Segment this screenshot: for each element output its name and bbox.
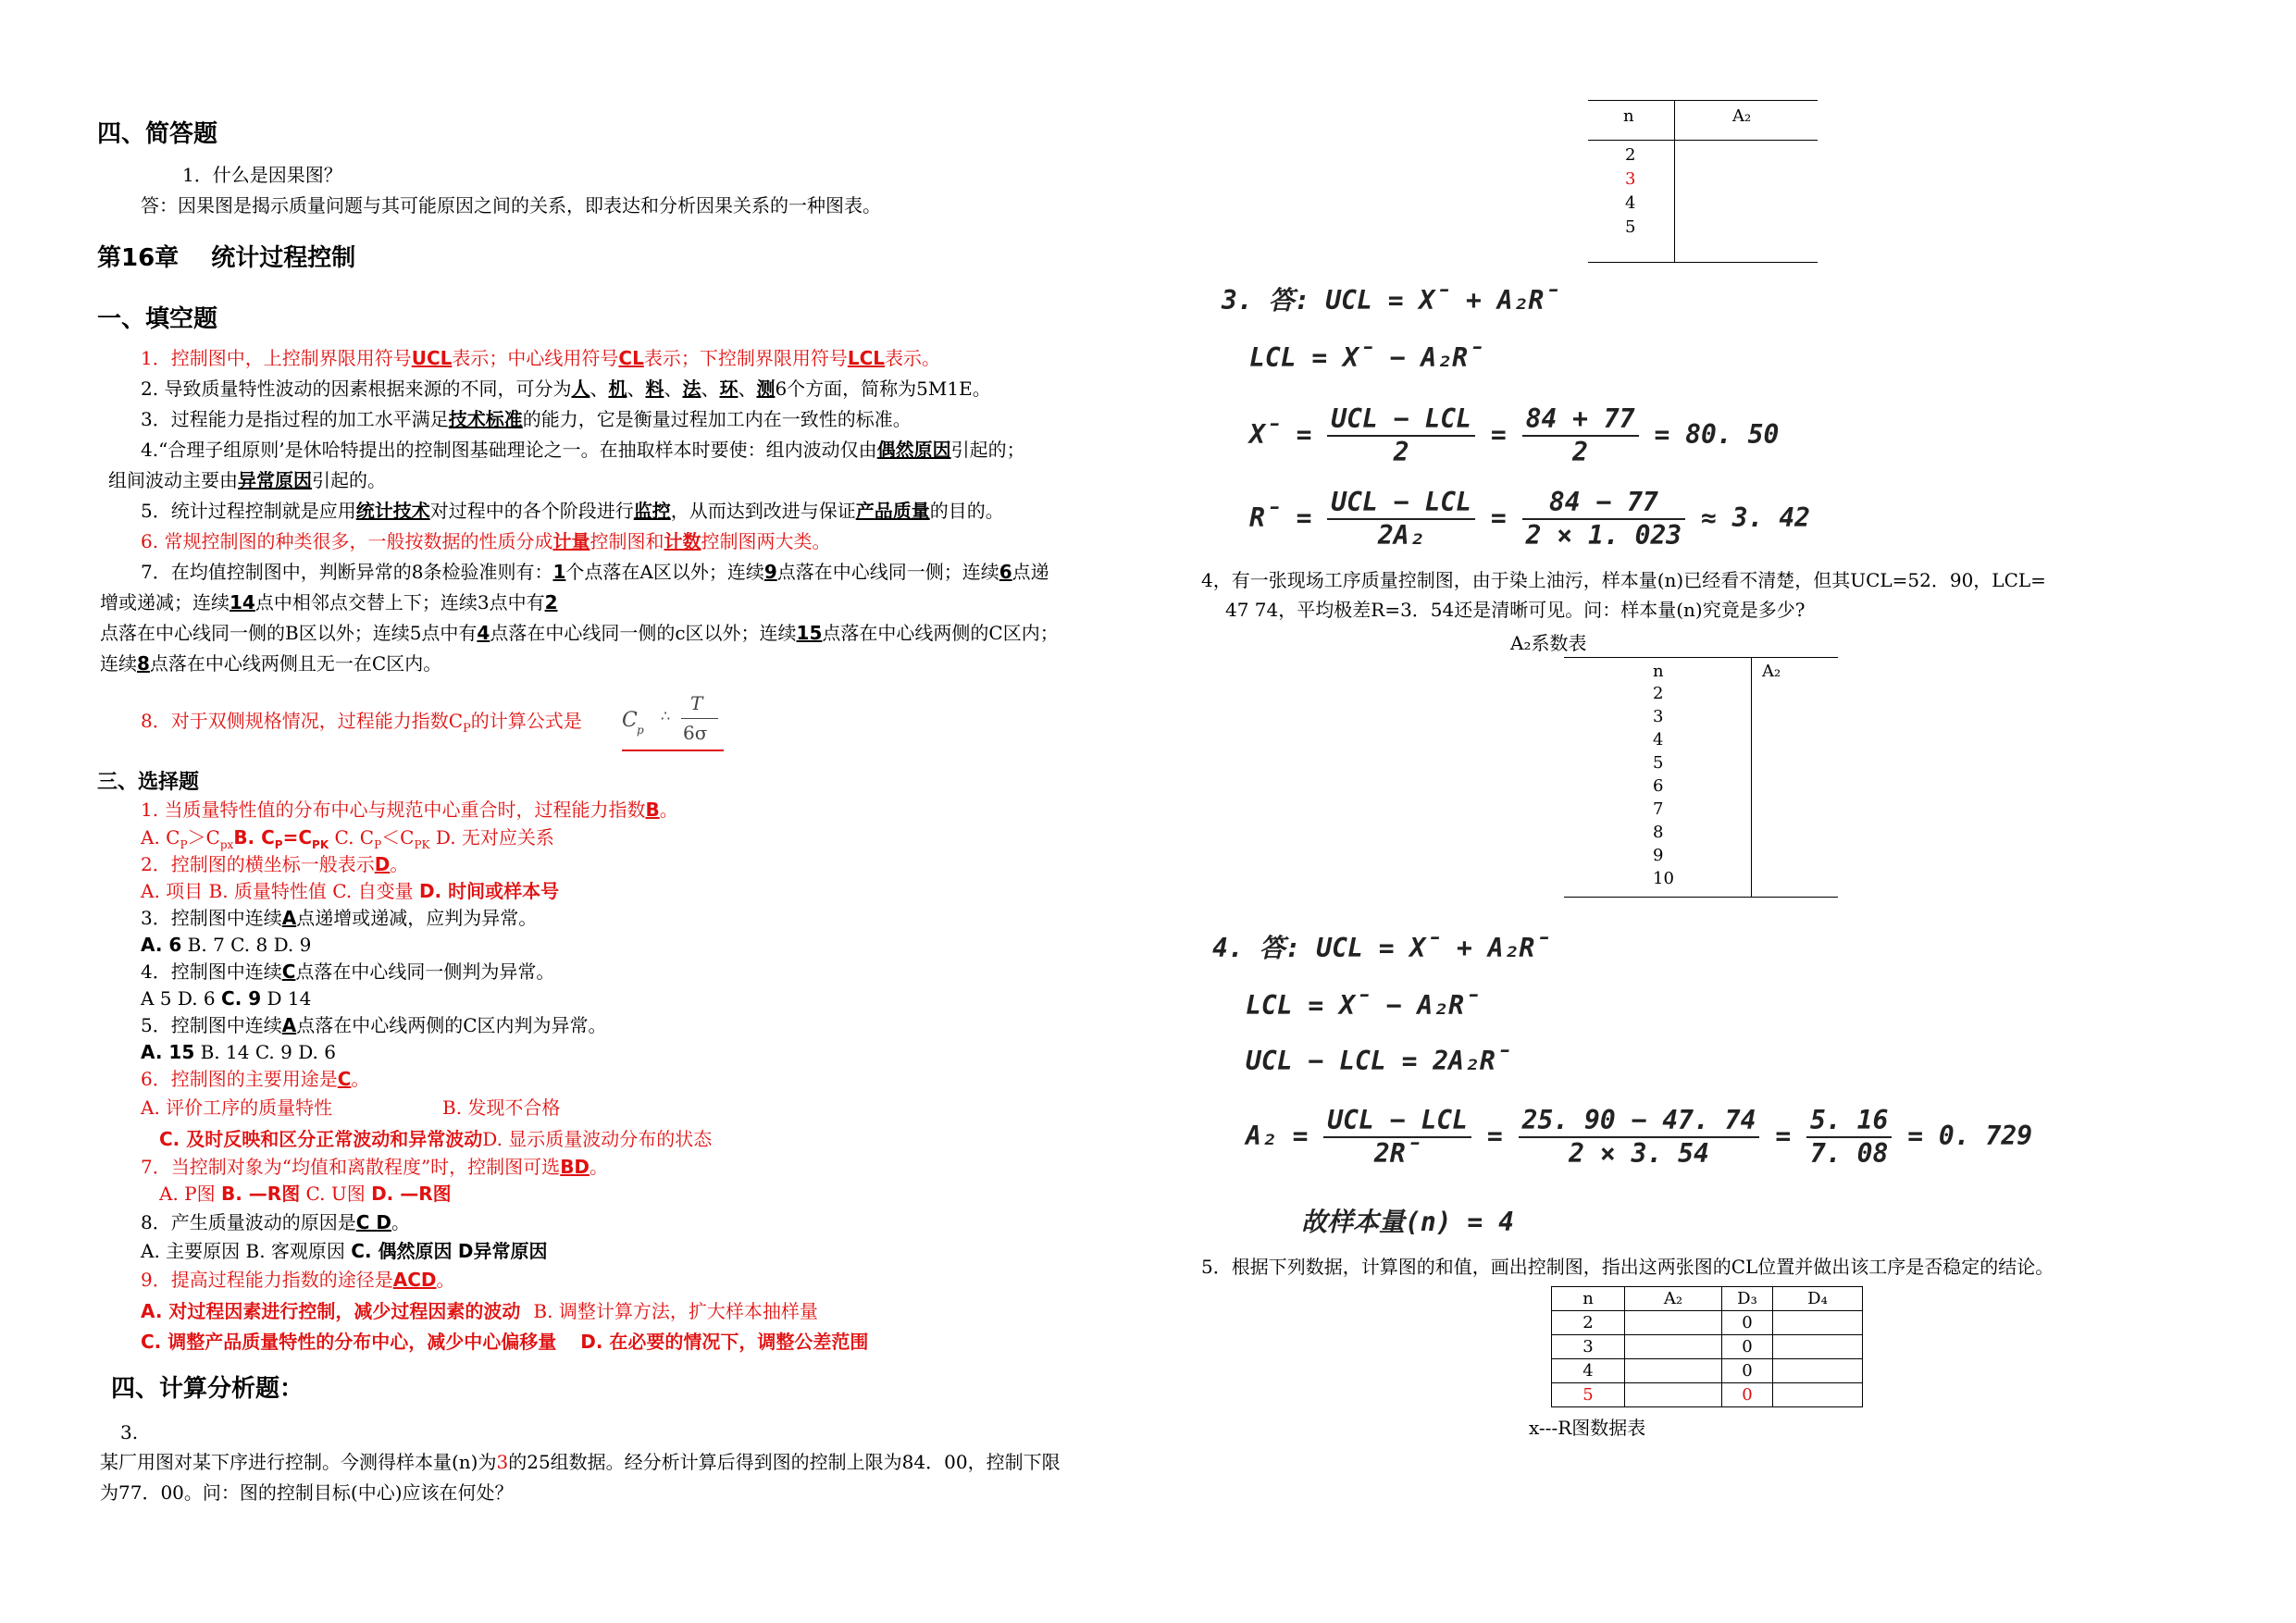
table-row: 5 0 xyxy=(1552,1383,1863,1407)
answer-3-rbar: R̄ = $\frac{\text{UCL − LCL}}{\text{2A₂}}$ = $\frac{84 - 77}{2 \times 1. 023}$ ≈ 3. 42 xyxy=(1249,487,1811,551)
answer-4-a2: A₂ = $\frac{\text{UCL − LCL}}{2R̄}$ = $\frac{25. 90 - 47. 74}{2 \times 3. 54}$ = $\frac{5. 16}{7. 08}$ = 0. 729 xyxy=(1246,1105,2033,1169)
section-title-short-answer: 四、简答题 xyxy=(97,120,218,148)
a2-coefficient-table xyxy=(1564,657,1838,898)
calc-question-4-line-1: 4，有一张现场工序质量控制图，由于染上油污，样本量(n)已经看不清楚，但其UCL=52．90，LCL= xyxy=(1201,569,2046,591)
calc-question-3-line-1: 某厂用图对某下序进行控制。今测得样本量(n)为3的25组数据。经分析计算后得到图的控制上限为84．00，控制下限 xyxy=(100,1451,1061,1473)
question-1: 1．什么是因果图？ xyxy=(182,164,342,186)
answer-3-xbar: X̄ = $\frac{\text{UCL − LCL}}{2}$ = $\frac{84 + 77}{2}$ = 80. 50 xyxy=(1249,403,1780,467)
table-header: D₃ xyxy=(1722,1287,1773,1311)
choice-q6-option-a: A. 评价工序的质量特性 xyxy=(141,1096,333,1119)
a2-table-caption: A₂系数表 xyxy=(1510,632,1587,654)
cp-formula: C p ∴ T 6σ xyxy=(622,692,724,751)
a2-table-small-header-a2: A₂ xyxy=(1732,106,1752,126)
fill-line-7a: 7．在均值控制图中，判断异常的8条检验准则有：1个点落在A区以外；连续9点落在中心线同一侧；连续6点递 xyxy=(141,561,1049,583)
table-header: A₂ xyxy=(1625,1287,1722,1311)
choice-q1: 1. 当质量特性值的分布中心与规范中心重合时，过程能力指数B。 xyxy=(141,799,678,821)
section-title-choice: 三、选择题 xyxy=(97,771,200,794)
table-cell: 9 xyxy=(1653,846,1664,865)
fill-line-8: 8．对于双侧规格情况，过程能力指数$C_P$的计算公式是 xyxy=(141,710,582,736)
xr-data-table xyxy=(1551,1286,1863,1407)
fill-line-7b: 增或递减；连续14点中相邻点交替上下；连续3点中有2 xyxy=(100,591,558,613)
a2-table-header-n: n xyxy=(1653,662,1664,681)
table-cell: 7 xyxy=(1653,799,1664,819)
answer-4-ucl: 4. 答: UCL = X̄ + A₂R̄ xyxy=(1212,933,1551,963)
calc-question-3-number: 3. xyxy=(120,1421,139,1443)
xr-table-caption: x---R图数据表 xyxy=(1529,1417,1646,1439)
question-1-answer: 答：因果图是揭示质量问题与其可能原因之间的关系，即表达和分析因果关系的一种图表。 xyxy=(141,194,881,217)
a2-table-small-header-n: n xyxy=(1623,106,1634,126)
table-cell: 10 xyxy=(1653,869,1674,888)
a2-table-small xyxy=(1588,100,1818,263)
table-cell: 4 xyxy=(1653,730,1664,750)
answer-4-formula xyxy=(1212,933,2033,1247)
table-cell: 3 xyxy=(1653,707,1664,726)
choice-q5-options: A. 15 B. 14 C. 9 D. 6 xyxy=(141,1041,336,1063)
fill-line-6: 6. 常规控制图的种类很多，一般按数据的性质分成计量控制图和计数控制图两大类。 xyxy=(141,530,831,552)
fill-line-7d: 连续8点落在中心线两侧且无一在C区内。 xyxy=(100,652,442,675)
choice-q5: 5．控制图中连续A点落在中心线两侧的C区内判为异常。 xyxy=(141,1014,607,1036)
fill-line-1: 1．控制图中，上控制界限用符号UCL表示；中心线用符号CL表示；下控制界限用符号LCL表示。 xyxy=(141,347,940,369)
choice-q6-option-b: B. 发现不合格 xyxy=(442,1096,561,1119)
table-cell: 5 xyxy=(1625,217,1636,237)
table-row: 4 0 xyxy=(1552,1359,1863,1383)
choice-q8: 8．产生质量波动的原因是C D。 xyxy=(141,1211,410,1233)
fill-line-5: 5．统计过程控制就是应用统计技术对过程中的各个阶段进行监控，从而达到改进与保证产品质量的目的。 xyxy=(141,500,1004,522)
answer-3-formula xyxy=(1222,285,1811,553)
choice-q3-options: A. 6 B. 7 C. 8 D. 9 xyxy=(141,934,312,956)
answer-4-diff: UCL − LCL = 2A₂R̄ xyxy=(1246,1046,1511,1076)
a2-table-header-a2: A₂ xyxy=(1762,662,1781,681)
table-cell-highlight: 3 xyxy=(1625,169,1636,189)
fill-line-4a: 4.“合理子组原则’是休哈特提出的控制图基础理论之一。在抽取样本时要使：组内波动仅由偶然原因引起的； xyxy=(141,439,1025,461)
section-title-calculation: 四、计算分析题： xyxy=(111,1375,304,1403)
table-header: D₄ xyxy=(1773,1287,1863,1311)
chapter-title: 第16章 统计过程控制 xyxy=(97,244,356,272)
table-cell: 4 xyxy=(1625,193,1636,213)
section-title-fill-blank: 一、填空题 xyxy=(97,305,218,333)
table-cell: 5 xyxy=(1653,753,1664,773)
fill-line-2: 2. 导致质量特性波动的因素根据来源的不同，可分为人、机、料、法、环、测6个方面，简称为5M1E。 xyxy=(141,378,991,400)
fill-line-3: 3．过程能力是指过程的加工水平满足技术标准的能力，它是衡量过程加工内在一致性的标准。 xyxy=(141,408,912,430)
choice-q9: 9．提高过程能力指数的途径是ACD。 xyxy=(141,1269,455,1291)
choice-q4-options: A 5 D. 6 C. 9 D 14 xyxy=(141,987,312,1010)
table-cell: 2 xyxy=(1653,684,1664,703)
table-header: n xyxy=(1552,1287,1625,1311)
choice-q8-options: A. 主要原因 B. 客观原因 C. 偶然原因 D异常原因 xyxy=(141,1240,548,1262)
answer-3-lcl: LCL = X̄ − A₂R̄ xyxy=(1249,342,1483,373)
choice-q6-options-cd: C. 及时反映和区分正常波动和异常波动D. 显示质量波动分布的状态 xyxy=(159,1128,713,1150)
answer-4-lcl: LCL = X̄ − A₂R̄ xyxy=(1246,990,1480,1021)
table-cell: 2 xyxy=(1625,145,1636,165)
calc-question-3-line-2: 为77．00。问：图的控制目标(中心)应该在何处？ xyxy=(100,1481,514,1504)
choice-q7: 7．当控制对象为“均值和离散程度”时，控制图可选BD。 xyxy=(141,1156,609,1178)
calc-question-4-line-2: 47 74，平均极差R=3．54还是清晰可见。问：样本量(n)究竟是多少? xyxy=(1225,599,1806,621)
table-row: 2 0 xyxy=(1552,1311,1863,1335)
choice-q3: 3．控制图中连续A点递增或递减，应判为异常。 xyxy=(141,907,538,929)
choice-q4: 4．控制图中连续C点落在中心线同一侧判为异常。 xyxy=(141,960,555,983)
a2-table-small-n-values xyxy=(1625,143,1635,240)
table-cell: 6 xyxy=(1653,776,1664,796)
choice-q6: 6．控制图的主要用途是C。 xyxy=(141,1068,370,1090)
choice-q9-options-ab: A. 对过程因素进行控制，减少过程因素的波动 B. 调整计算方法，扩大样本抽样量 xyxy=(141,1300,818,1322)
fill-line-7c: 点落在中心线同一侧的B区以外；连续5点中有4点落在中心线同一侧的c区以外；连续15点落在中心线两侧的C区内； xyxy=(100,622,1059,644)
table-cell: 8 xyxy=(1653,823,1664,842)
choice-q2-options: A. 项目 B. 质量特性值 C. 自变量 D. 时间或样本号 xyxy=(141,880,560,902)
calc-question-5: 5．根据下列数据，计算图的和值，画出控制图，指出这两张图的CL位置并做出该工序是否稳定的结论。 xyxy=(1201,1256,2054,1278)
choice-q9-options-cd: C. 调整产品质量特性的分布中心，减少中心偏移量 D. 在必要的情况下，调整公差范围 xyxy=(141,1331,869,1353)
table-row: 3 0 xyxy=(1552,1335,1863,1359)
fill-line-4b: 组间波动主要由异常原因引起的。 xyxy=(108,469,386,491)
answer-4-conclusion: 故样本量(n) = 4 xyxy=(1301,1207,1515,1237)
choice-q2: 2．控制图的横坐标一般表示D。 xyxy=(141,853,409,875)
answer-3-ucl: 3. 答: UCL = X̄ + A₂R̄ xyxy=(1222,285,1560,316)
a2-table-n-values xyxy=(1653,682,1674,890)
choice-q7-options: A. P图 B. —R图 C. U图 D. —R图 xyxy=(159,1183,452,1205)
choice-q1-options: A. $C_P>C_{px}B$. $C_P=C_{PK}$ C. $C_P<C_{PK}$ D. 无对应关系 xyxy=(141,826,554,851)
